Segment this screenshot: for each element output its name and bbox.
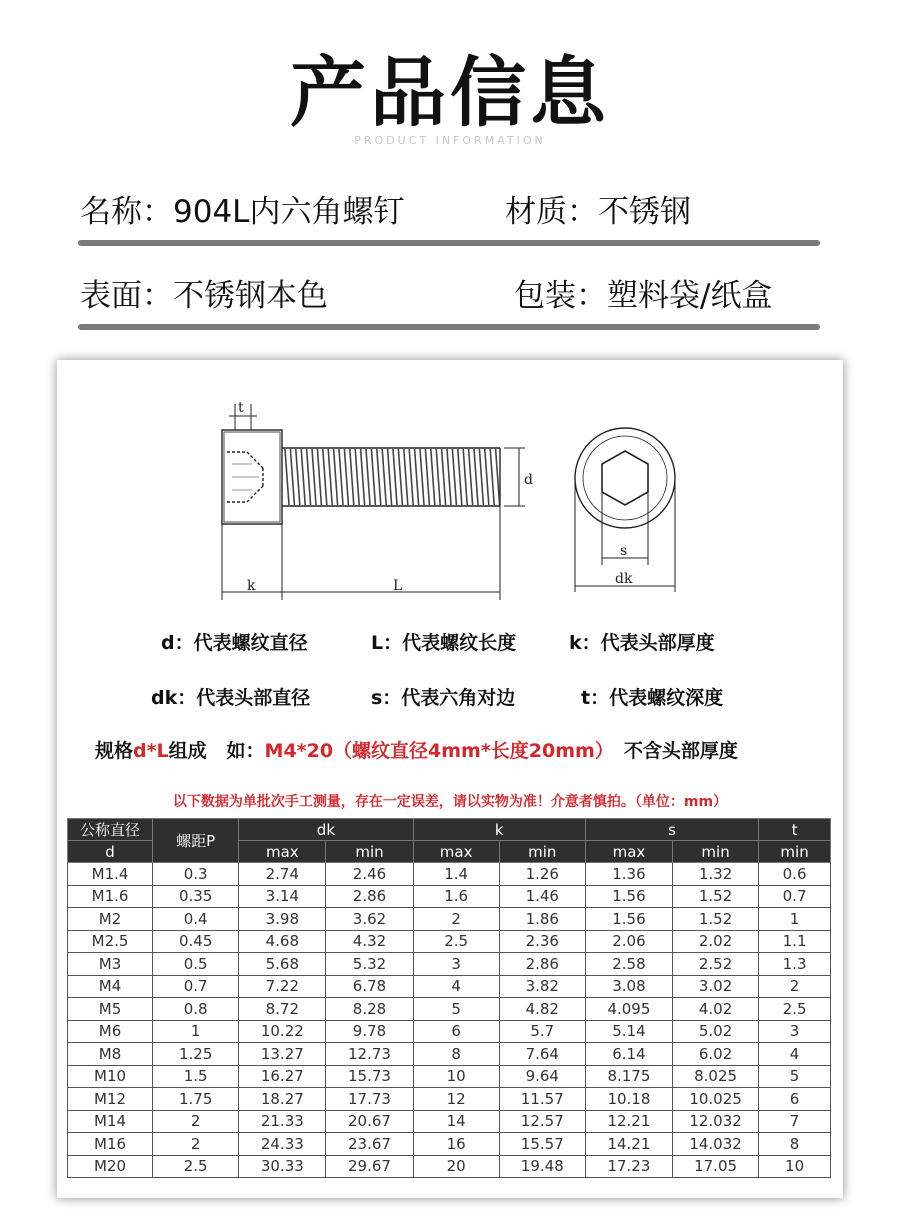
table-row [68,1155,831,1178]
table-cell: 1.52 [673,908,759,931]
header-k: k [413,819,585,841]
table-cell: 6.78 [326,975,413,998]
dim-label-k: k [247,578,256,594]
table-cell: M12 [68,1088,153,1111]
table-cell: 10.025 [673,1088,759,1111]
table-cell: 0.45 [153,930,239,953]
legend-s: s：代表六角对边 [371,687,516,709]
table-cell: 11.57 [499,1088,585,1111]
table-cell: M1.4 [68,863,153,886]
table-cell: 4.68 [239,930,326,953]
header-s-min: min [673,841,759,863]
spec-description [95,736,738,763]
table-cell: 21.33 [239,1110,326,1133]
table-cell: 20 [413,1155,499,1178]
table-cell: 7.22 [239,975,326,998]
table-cell: 6.02 [673,1043,759,1066]
header-diameter-sub: d [68,841,153,863]
header-dk: dk [239,819,413,841]
header-diameter: 公称直径 [68,819,153,841]
spec-example: M4*20（螺纹直径4mm*长度20mm） [264,740,614,762]
table-cell: 0.35 [153,885,239,908]
table-cell: M14 [68,1110,153,1133]
header-t-min: min [759,841,831,863]
table-cell: 0.5 [153,953,239,976]
header-pitch: 螺距P [153,819,239,863]
table-cell: 2 [153,1110,239,1133]
table-cell: 3.98 [239,908,326,931]
table-cell: 10 [759,1155,831,1178]
table-cell: 2.86 [499,953,585,976]
table-cell: 5.02 [673,1020,759,1043]
spec-prefix: 规格 [95,740,134,762]
table-cell: 8 [759,1133,831,1156]
legend-L: L：代表螺纹长度 [371,632,517,654]
table-cell: 5.68 [239,953,326,976]
table-cell: 8.025 [673,1065,759,1088]
table-row [68,863,831,886]
table-cell: 8 [413,1043,499,1066]
table-cell: 1.25 [153,1043,239,1066]
table-cell: 17.23 [585,1155,672,1178]
table-cell: 17.05 [673,1155,759,1178]
table-cell: 10.22 [239,1020,326,1043]
table-cell: 6.14 [585,1043,672,1066]
table-cell: 4.82 [499,998,585,1021]
table-row [68,975,831,998]
header-s-max: max [585,841,672,863]
table-cell: 1.52 [673,885,759,908]
legend-d: d：代表螺纹直径 [161,632,308,654]
table-cell: 5.32 [326,953,413,976]
table-cell: 3.82 [499,975,585,998]
table-cell: 6 [759,1088,831,1111]
legend-k: k：代表头部厚度 [569,632,715,654]
spec-middle: 组成 如： [168,740,265,762]
table-cell: 3 [413,953,499,976]
table-cell: 16.27 [239,1065,326,1088]
table-cell: 1 [759,908,831,931]
table-cell: 18.27 [239,1088,326,1111]
dim-label-dk: dk [615,571,633,587]
product-surface: 表面：不锈钢本色 [80,278,328,314]
page-subtitle: PRODUCT INFORMATION [354,134,546,147]
legend-t: t：代表螺纹深度 [581,687,724,709]
table-cell: 10.18 [585,1088,672,1111]
table-cell: M6 [68,1020,153,1043]
product-material: 材质：不锈钢 [505,194,691,230]
table-cell: 12 [413,1088,499,1111]
table-cell: 0.7 [759,885,831,908]
table-cell: 8.72 [239,998,326,1021]
table-row [68,1065,831,1088]
table-row [68,1133,831,1156]
table-cell: 1.36 [585,863,672,886]
divider [78,324,820,330]
dim-label-t: t [238,400,244,416]
table-cell: 20.67 [326,1110,413,1133]
table-cell: 5.14 [585,1020,672,1043]
header-k-max: max [413,841,499,863]
table-cell: 4 [759,1043,831,1066]
table-cell: M16 [68,1133,153,1156]
table-row [68,953,831,976]
table-cell: 1.75 [153,1088,239,1111]
table-cell: 2.5 [759,998,831,1021]
table-cell: 8.175 [585,1065,672,1088]
table-cell: 4.095 [585,998,672,1021]
table-cell: 6 [413,1020,499,1043]
hex-socket [602,451,648,505]
table-cell: 1.32 [673,863,759,886]
table-cell: 7 [759,1110,831,1133]
table-cell: 0.6 [759,863,831,886]
table-cell: 2.5 [153,1155,239,1178]
screw-diagram [57,360,843,610]
table-cell: 1.6 [413,885,499,908]
table-cell: 14.032 [673,1133,759,1156]
table-cell: 8.28 [326,998,413,1021]
table-row [68,1110,831,1133]
table-row [68,930,831,953]
table-cell: 2.36 [499,930,585,953]
page-title: 产品信息 [290,48,610,137]
table-cell: M1.6 [68,885,153,908]
table-cell: 12.57 [499,1110,585,1133]
table-cell: 3 [759,1020,831,1043]
legend-dk: dk：代表头部直径 [151,687,311,709]
thread-pattern [285,449,500,505]
table-cell: 5 [413,998,499,1021]
product-name: 名称：904L内六角螺钉 [80,194,405,230]
table-cell: 1.3 [759,953,831,976]
table-cell: 15.57 [499,1133,585,1156]
table-cell: 29.67 [326,1155,413,1178]
divider [78,240,820,246]
dim-label-s: s [620,543,628,559]
table-cell: 13.27 [239,1043,326,1066]
table-cell: 2 [759,975,831,998]
spec-suffix: 不含头部厚度 [623,740,738,762]
table-cell: M2.5 [68,930,153,953]
table-cell: M2 [68,908,153,931]
header-dk-max: max [239,841,326,863]
table-cell: 30.33 [239,1155,326,1178]
header-k-min: min [499,841,585,863]
table-cell: 3.02 [673,975,759,998]
table-cell: 4 [413,975,499,998]
table-cell: M8 [68,1043,153,1066]
table-cell: M10 [68,1065,153,1088]
table-cell: 12.73 [326,1043,413,1066]
table-cell: 2 [413,908,499,931]
table-cell: 2.74 [239,863,326,886]
header-t: t [759,819,831,841]
table-cell: 2.58 [585,953,672,976]
table-cell: 1.56 [585,885,672,908]
table-cell: M20 [68,1155,153,1178]
table-cell: 9.64 [499,1065,585,1088]
table-cell: 1.56 [585,908,672,931]
table-cell: 2.46 [326,863,413,886]
measurement-note: 以下数据为单批次手工测量，存在一定误差，请以实物为准！介意者慎拍。（单位：mm） [172,794,728,810]
table-cell: M4 [68,975,153,998]
table-cell: 2.06 [585,930,672,953]
spec-table [67,818,831,1178]
table-cell: 10 [413,1065,499,1088]
table-cell: 17.73 [326,1088,413,1111]
table-row [68,885,831,908]
table-cell: 3.08 [585,975,672,998]
table-cell: 0.3 [153,863,239,886]
table-cell: 9.78 [326,1020,413,1043]
table-cell: 15.73 [326,1065,413,1088]
spec-card [57,360,843,1198]
table-cell: 5.7 [499,1020,585,1043]
table-row [68,1043,831,1066]
table-row [68,998,831,1021]
table-cell: 14 [413,1110,499,1133]
table-cell: 23.67 [326,1133,413,1156]
spec-table-body [68,863,831,1178]
table-cell: 14.21 [585,1133,672,1156]
product-packaging: 包装：塑料袋/纸盒 [514,278,773,314]
table-cell: 0.8 [153,998,239,1021]
table-cell: 2.02 [673,930,759,953]
table-cell: 2 [153,1133,239,1156]
table-cell: 0.4 [153,908,239,931]
table-cell: 4.32 [326,930,413,953]
table-cell: 2.5 [413,930,499,953]
table-row [68,1088,831,1111]
table-cell: 3.14 [239,885,326,908]
table-cell: M5 [68,998,153,1021]
table-cell: M3 [68,953,153,976]
table-cell: 1.1 [759,930,831,953]
table-cell: 12.032 [673,1110,759,1133]
dim-label-d: d [524,472,533,488]
table-cell: 1.46 [499,885,585,908]
table-cell: 24.33 [239,1133,326,1156]
table-cell: 1.26 [499,863,585,886]
table-cell: 1 [153,1020,239,1043]
head-end-view [575,428,675,528]
table-cell: 12.21 [585,1110,672,1133]
table-cell: 3.62 [326,908,413,931]
table-row [68,1020,831,1043]
table-cell: 1.86 [499,908,585,931]
spec-formula: d*L [133,740,169,762]
table-cell: 16 [413,1133,499,1156]
table-cell: 0.7 [153,975,239,998]
table-cell: 19.48 [499,1155,585,1178]
header-s: s [585,819,758,841]
table-row [68,908,831,931]
table-cell: 5 [759,1065,831,1088]
table-cell: 1.4 [413,863,499,886]
table-cell: 2.86 [326,885,413,908]
table-cell: 7.64 [499,1043,585,1066]
dim-label-L: L [393,578,403,594]
table-cell: 2.52 [673,953,759,976]
table-cell: 1.5 [153,1065,239,1088]
table-cell: 4.02 [673,998,759,1021]
header-dk-min: min [326,841,413,863]
